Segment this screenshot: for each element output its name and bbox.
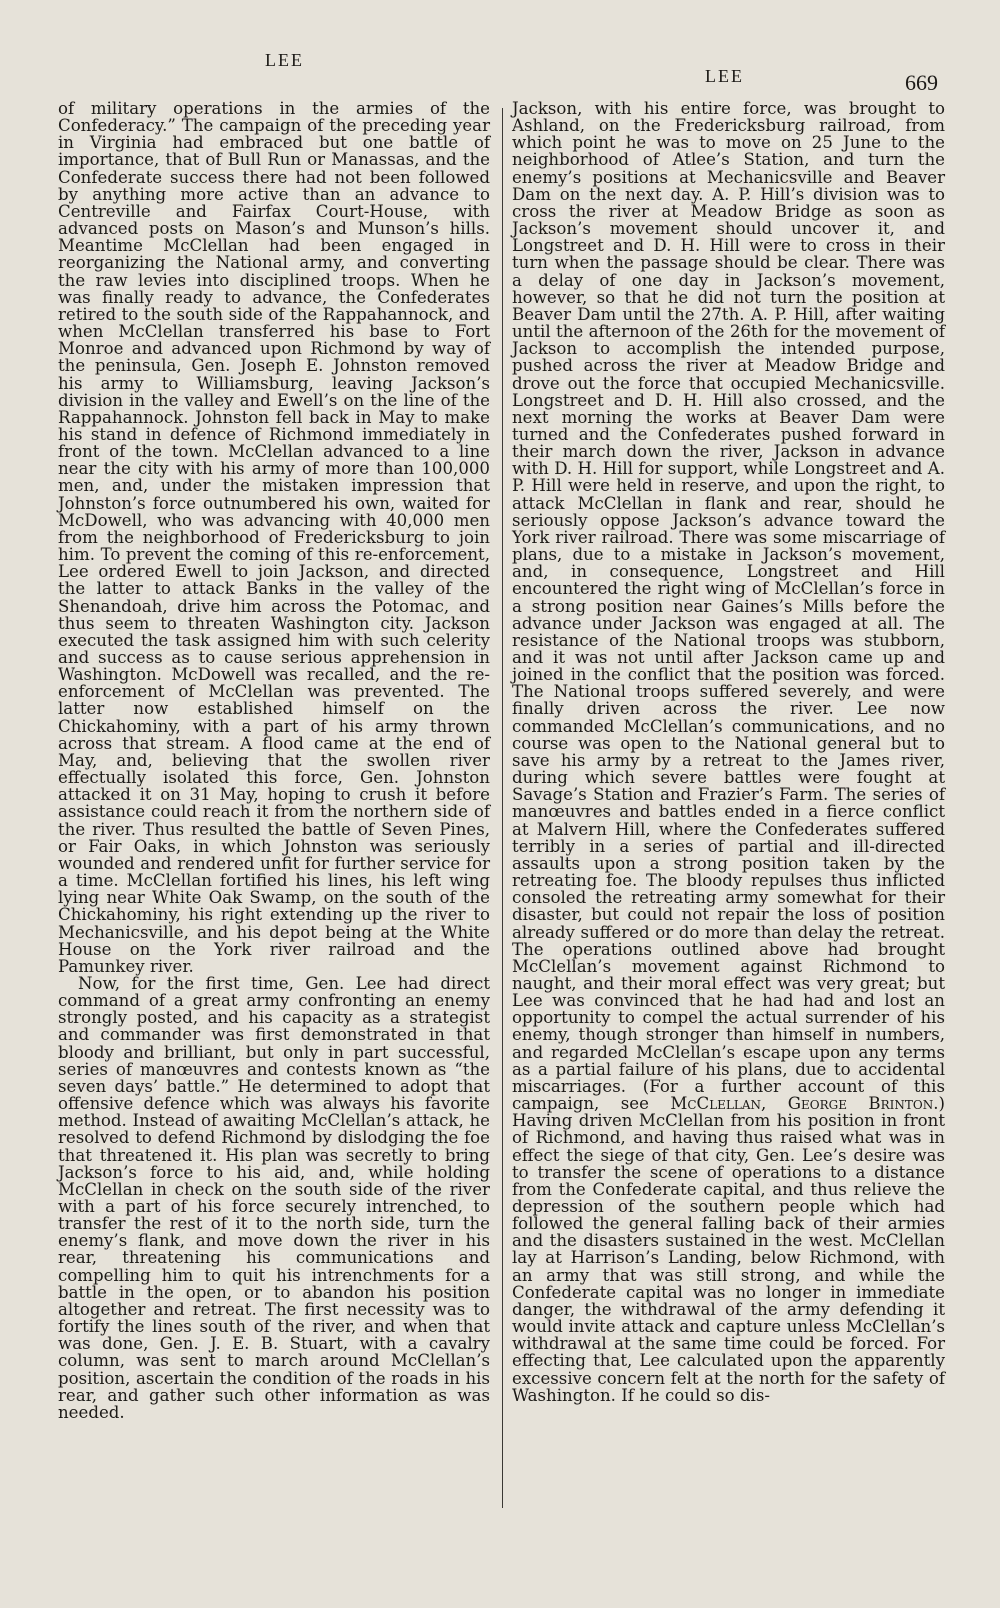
running-head-left: LEE	[265, 50, 304, 70]
cross-reference: McClellan, George Brinton.	[670, 1094, 939, 1114]
paragraph: of military operations in the armies of the Confederacy.” The campaign of the preceding year in Virginia had embraced but one battle of importance, that of Bull Run or Manassas, and the Confederate success there had not been followed by anything more active than an advance to Centreville and Fairfax Court-House, with advanced posts on Mason’s and Munson’s hills. Meantime McClellan had been engaged in reorganizing the National army, and converting the raw levies into disciplined troops. When he was finally ready to advance, the Confederates retired to the south side of the Rappahannock, and when McClellan transferred his base to Fort Monroe and advanced upon Richmond by way of the peninsula, Gen. Joseph E. Johnston removed his army to Williamsburg, leaving Jackson’s division in the valley and Ewell’s on the line of the Rappahannock. Johnston fell back in May to make his stand in defence of Richmond immediately in front of the town. McClellan advanced to a line near the city with his army of more than 100,000 men, and, under the mistaken impression that Johnston’s force outnumbered his own, waited for McDowell, who was advancing with 40,000 men from the neighborhood of Fredericksburg to join him. To prevent the coming of this re-enforcement, Lee ordered Ewell to join Jackson, and directed the latter to attack Banks in the valley of the Shenandoah, drive him across the Potomac, and thus seem to threaten Washington city. Jackson executed the task assigned him with such celerity and success as to cause serious apprehension in Washington. McDowell was recalled, and the re-enforcement of McClellan was prevented. The latter now established himself on the Chickahominy, with a part of his army thrown across that stream. A flood came at the end of May, and, believing that the swollen river effectually isolated this force, Gen. Johnston attacked it on 31 May, hoping to crush it before assistance could reach it from the northern side of the river. Thus resulted the battle of Seven Pines, or Fair Oaks, in which Johnston was seriously wounded and rendered unfit for further service for a time. McClellan fortified his lines, his left wing lying near White Oak Swamp, on the south of the Chickahominy, his right extending up the river to Mechanicsville, and his depot being at the White House on the York river railroad and the Pamunkey river.	[58, 99, 490, 976]
right-column	[512, 100, 945, 1404]
running-head-right: LEE	[705, 66, 744, 86]
paragraph	[512, 100, 945, 1404]
paragraph-text: ) Having driven McClellan from his position in front of Richmond, and having thus raised what was in effect the siege of that city, Gen. Lee’s desire was to transfer the scene of operations to a distance from the Confederate capital, and thus relieve the depression of the southern people which had followed the general falling back of their armies and the disasters sustained in the west. McClellan lay at Harrison’s Landing, below Richmond, with an army that was still strong, and while the Confederate capital was no longer in immediate danger, the withdrawal of the army defending it would invite attack and capture unless McClellan’s withdrawal at the same time could be forced. For effecting that, Lee calculated upon the apparently excessive concern felt at the north for the safety of Washington. If he could so dis-	[512, 1094, 945, 1405]
column-divider	[502, 108, 503, 1508]
paragraph-text: Jackson, with his entire force, was brought to Ashland, on the Fredericksburg railroad, from which point he was to move on 25 June to the neighborhood of Atlee’s Station, and turn the enemy’s positions at Mechanicsville and Beaver Dam on the next day. A. P. Hill’s division was to cross the river at Meadow Bridge as soon as Jackson’s movement should uncover it, and Longstreet and D. H. Hill were to cross in their turn when the passage should be clear. There was a delay of one day in Jackson’s movement, however, so that he did not turn the position at Beaver Dam until the 27th. A. P. Hill, after waiting until the afternoon of the 26th for the movement of Jackson to accomplish the intended purpose, pushed across the river at Meadow Bridge and drove out the force that occupied Mechanicsville. Longstreet and D. H. Hill also crossed, and the next morning the works at Beaver Dam were turned and the Confederates pushed forward in their march down the river, Jackson in advance with D. H. Hill for support, while Longstreet and A. P. Hill were held in reserve, and upon the right, to attack McClellan in flank and rear, should he seriously oppose Jackson’s advance toward the York river railroad. There was some miscarriage of plans, due to a mistake in Jackson’s movement, and, in consequence, Longstreet and Hill encountered the right wing of McClellan’s force in a strong position near Gaines’s Mills before the advance under Jackson was engaged at all. The resistance of the National troops was stubborn, and it was not until after Jackson came up and joined in the conflict that the position was forced. The National troops suffered severely, and were finally driven across the river. Lee now commanded McClellan’s communications, and no course was open to the National general but to save his army by a retreat to the James river, during which severe battles were fought at Savage’s Station and Frazier’s Farm. The series of manœuvres and battles ended in a fierce conflict at Malvern Hill, where the Confederates suffered terribly in a series of partial and ill-directed assaults upon a strong position taken by the retreating foe. The bloody repulses thus inflicted consoled the retreating army somewhat for their disaster, but could not repair the loss of position already suffered or do more than delay the retreat. The operations outlined above had brought McClellan’s movement against Richmond to naught, and their moral effect was very great; but Lee was convinced that he had had and lost an opportunity to compel the actual surrender of his enemy, though stronger than himself in numbers, and regarded McClellan’s escape upon any terms as a partial failure of his plans, due to accidental miscarriages. (For a further account of this campaign, see	[512, 99, 945, 1114]
page-number: 669	[905, 70, 938, 95]
left-column	[58, 100, 490, 1421]
paragraph: Now, for the first time, Gen. Lee had direct command of a great army confronting an enemy strongly posted, and his capacity as a strategist and commander was first demonstrated in that bloody and brilliant, but only in part successful, series of manœuvres and contests known as “the seven days’ battle.” He determined to adopt that offensive defence which was always his favorite method. Instead of awaiting McClellan’s attack, he resolved to defend Richmond by dislodging the foe that threatened it. His plan was secretly to bring Jackson’s force to his aid, and, while holding McClellan in check on the south side of the river with a part of his force securely intrenched, to transfer the rest of it to the north side, turn the enemy’s flank, and move down the river in his rear, threatening his communications and compelling him to quit his intrenchments for a battle in the open, or to abandon his position altogether and retreat. The first necessity was to fortify the lines south of the river, and when that was done, Gen. J. E. B. Stuart, with a cavalry column, was sent to march around McClellan’s position, ascertain the condition of the roads in his rear, and gather such other information as was needed.	[58, 973, 490, 1422]
